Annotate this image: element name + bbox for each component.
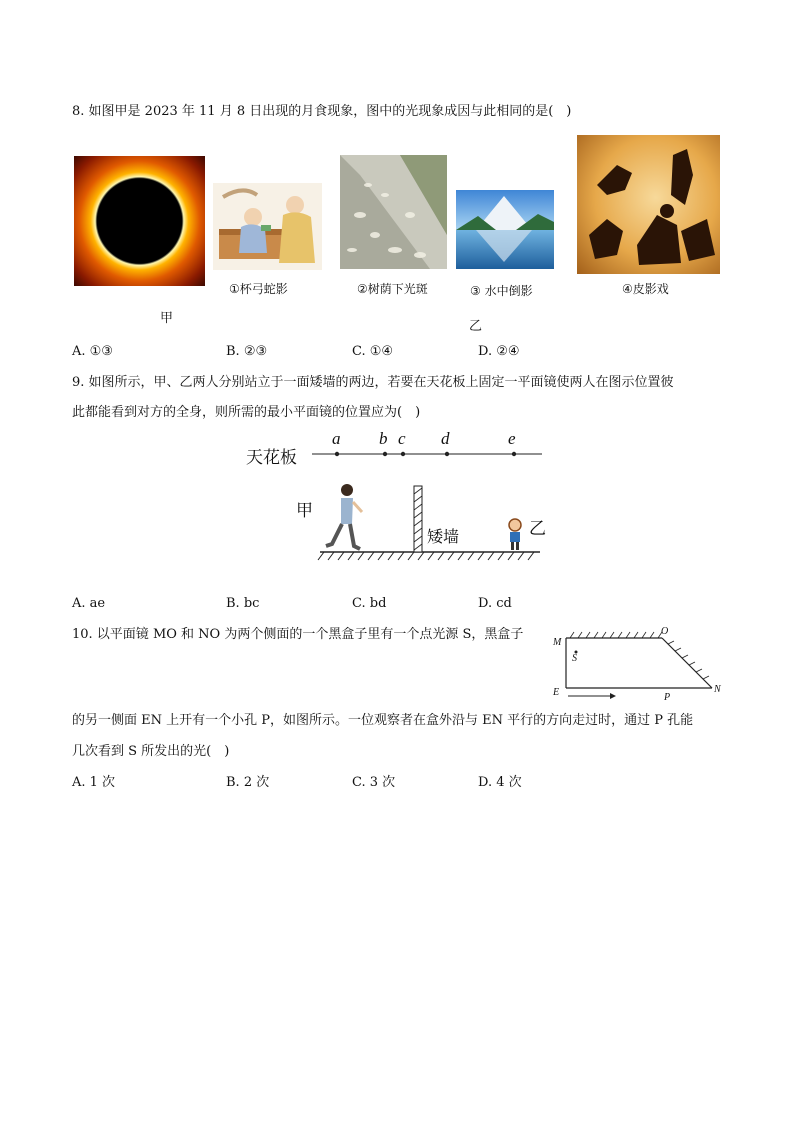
q9-stem-line2: 此都能看到对方的全身，则所需的最小平面镜的位置应为( ) — [72, 405, 421, 420]
q10-stem-line1: 10. 以平面镜 MO 和 NO 为两个侧面的一个黑盒子里有一个点光源 S，黑盒子 — [72, 627, 524, 642]
q10-figure — [548, 626, 728, 706]
q10-option-c[interactable]: C. 3 次 — [352, 775, 396, 790]
point-N-label: N — [714, 684, 721, 695]
cup-bow-snake-image — [213, 183, 322, 270]
caption-img4: ④皮影戏 — [622, 282, 669, 296]
person-yi — [509, 519, 521, 550]
water-reflection-image — [456, 190, 554, 269]
q9-figure — [240, 428, 550, 563]
q10-option-a[interactable]: A. 1 次 — [72, 775, 116, 790]
eclipse-image — [74, 156, 205, 286]
q8-option-c[interactable]: C. ①④ — [352, 344, 394, 359]
tree-shade-image — [340, 155, 447, 269]
q10-stem-line3: 几次看到 S 所发出的光( ) — [72, 744, 230, 759]
ceiling-label: 天花板 — [246, 448, 297, 468]
point-O-label: O — [661, 626, 669, 637]
caption-yi: 乙 — [469, 319, 483, 334]
point-P-label: P — [664, 692, 671, 703]
q9-option-c[interactable]: C. bd — [352, 596, 387, 611]
q10-option-d[interactable]: D. 4 次 — [478, 775, 522, 790]
caption-img2: ②树荫下光斑 — [357, 282, 428, 296]
person-yi-label: 乙 — [529, 519, 546, 539]
q9-option-a[interactable]: A. ae — [72, 596, 106, 611]
shadow-puppet-image — [577, 135, 720, 274]
q10-option-b[interactable]: B. 2 次 — [226, 775, 270, 790]
q8-stem: 8. 如图甲是 2023 年 11 月 8 日出现的月食现象，图中的光现象成因与此相同的是( ) — [72, 104, 572, 119]
wall-label: 矮墙 — [427, 527, 460, 546]
caption-img3: ③ 水中倒影 — [470, 284, 533, 298]
point-c-label: c — [398, 429, 406, 448]
q8-option-a[interactable]: A. ①③ — [72, 344, 113, 359]
point-a-label: a — [332, 429, 341, 448]
q9-option-d[interactable]: D. cd — [478, 596, 512, 611]
person-jia — [326, 484, 362, 549]
q9-option-b[interactable]: B. bc — [226, 596, 260, 611]
point-M-label: M — [553, 637, 562, 648]
point-d-label: d — [441, 429, 450, 448]
point-b-label: b — [379, 429, 388, 448]
q10-stem-line2: 的另一侧面 EN 上开有一个小孔 P，如图所示。一位观察者在盒外沿与 EN 平行的方向走过时，通过 P 孔能 — [72, 713, 694, 728]
caption-jia: 甲 — [160, 311, 174, 326]
point-S-label: S — [572, 653, 577, 664]
q8-option-d[interactable]: D. ②④ — [478, 344, 520, 359]
person-jia-label: 甲 — [296, 501, 313, 521]
q9-stem-line1: 9. 如图所示，甲、乙两人分别站立于一面矮墙的两边，若要在天花板上固定一平面镜使两人在图示位置彼 — [72, 375, 674, 390]
point-E-label: E — [553, 687, 560, 698]
point-e-label: e — [508, 429, 516, 448]
q8-option-b[interactable]: B. ②③ — [226, 344, 268, 359]
caption-img1: ①杯弓蛇影 — [229, 282, 288, 296]
